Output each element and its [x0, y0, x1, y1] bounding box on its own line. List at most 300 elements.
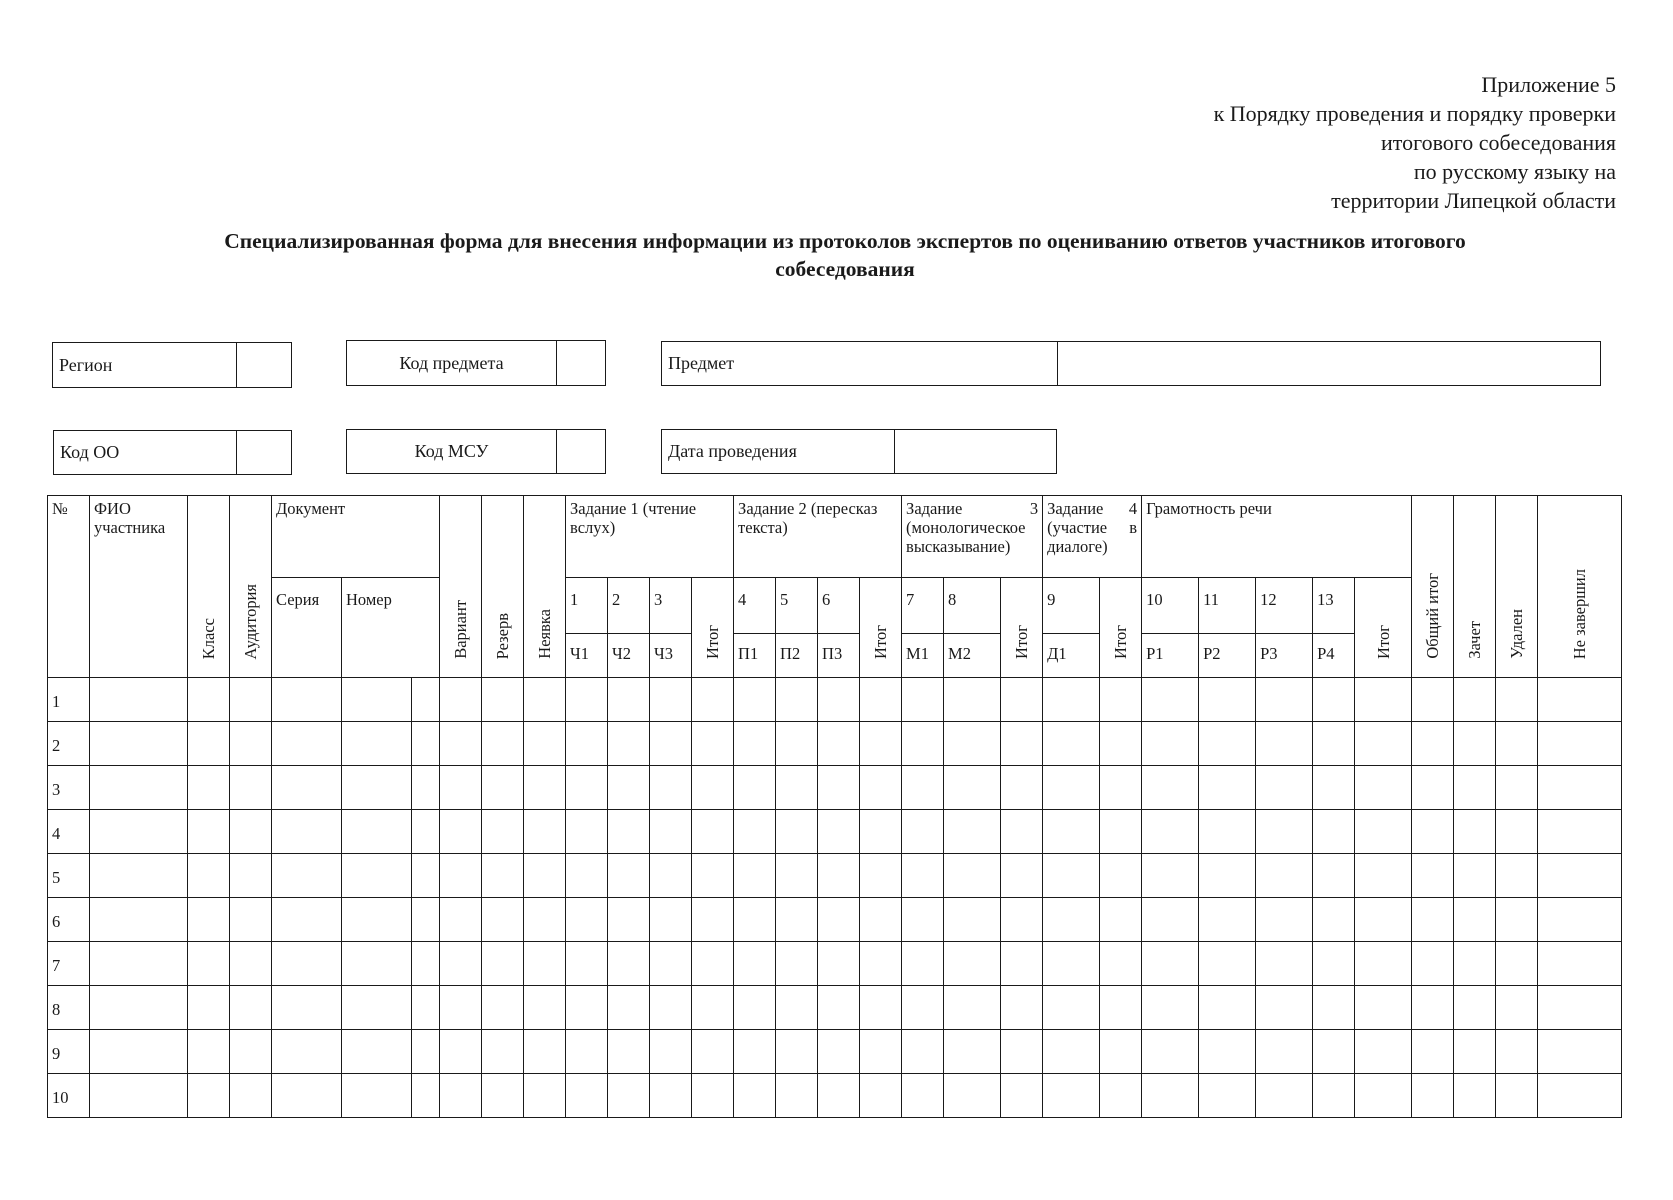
table-cell[interactable]	[90, 898, 188, 942]
table-cell[interactable]	[188, 810, 230, 854]
table-cell[interactable]	[440, 854, 482, 898]
table-cell[interactable]	[650, 898, 692, 942]
table-cell[interactable]	[944, 766, 1001, 810]
table-cell[interactable]	[1001, 810, 1043, 854]
table-cell[interactable]	[1142, 854, 1199, 898]
table-cell[interactable]	[524, 1030, 566, 1074]
table-cell[interactable]	[1142, 722, 1199, 766]
table-cell[interactable]	[818, 1030, 860, 1074]
table-cell[interactable]	[608, 898, 650, 942]
table-cell[interactable]	[566, 898, 608, 942]
table-cell[interactable]	[1313, 722, 1355, 766]
table-cell[interactable]	[230, 854, 272, 898]
table-cell[interactable]	[272, 986, 342, 1030]
table-cell[interactable]	[1100, 766, 1142, 810]
table-cell[interactable]	[524, 722, 566, 766]
table-cell[interactable]	[524, 942, 566, 986]
table-cell[interactable]	[818, 766, 860, 810]
table-cell[interactable]	[524, 1074, 566, 1118]
table-cell[interactable]	[524, 854, 566, 898]
table-cell[interactable]	[90, 942, 188, 986]
table-cell[interactable]	[566, 678, 608, 722]
table-cell[interactable]	[1454, 942, 1496, 986]
table-cell[interactable]	[524, 766, 566, 810]
table-cell[interactable]	[608, 942, 650, 986]
table-cell[interactable]	[1412, 678, 1454, 722]
table-cell[interactable]	[1001, 722, 1043, 766]
table-cell[interactable]	[342, 986, 412, 1030]
table-cell[interactable]	[1100, 1074, 1142, 1118]
date-input[interactable]	[895, 430, 1056, 473]
table-cell[interactable]	[272, 810, 342, 854]
table-cell[interactable]	[230, 810, 272, 854]
table-cell[interactable]	[860, 810, 902, 854]
table-cell[interactable]	[1142, 1074, 1199, 1118]
table-cell[interactable]	[1142, 678, 1199, 722]
table-cell[interactable]	[1496, 678, 1538, 722]
table-cell[interactable]	[342, 722, 412, 766]
table-cell[interactable]	[1412, 722, 1454, 766]
table-cell[interactable]	[566, 1030, 608, 1074]
table-cell[interactable]	[272, 854, 342, 898]
table-cell[interactable]	[776, 854, 818, 898]
table-cell[interactable]	[1412, 810, 1454, 854]
table-cell[interactable]	[1496, 898, 1538, 942]
table-cell[interactable]	[342, 1030, 412, 1074]
table-cell[interactable]	[692, 854, 734, 898]
table-cell[interactable]	[1454, 810, 1496, 854]
table-cell[interactable]	[860, 1074, 902, 1118]
table-cell[interactable]	[1538, 986, 1622, 1030]
table-cell[interactable]	[1355, 986, 1412, 1030]
table-cell[interactable]	[608, 986, 650, 1030]
table-cell[interactable]	[1043, 678, 1100, 722]
table-cell[interactable]	[1043, 810, 1100, 854]
table-cell[interactable]	[1199, 722, 1256, 766]
table-cell[interactable]	[1001, 1030, 1043, 1074]
table-cell[interactable]	[412, 1030, 440, 1074]
table-cell[interactable]	[342, 766, 412, 810]
table-cell[interactable]	[188, 986, 230, 1030]
table-cell[interactable]	[902, 986, 944, 1030]
table-cell[interactable]	[1256, 1074, 1313, 1118]
table-cell[interactable]	[1355, 1074, 1412, 1118]
table-cell[interactable]	[734, 942, 776, 986]
subject-input[interactable]	[1058, 342, 1600, 385]
table-cell[interactable]	[1001, 678, 1043, 722]
table-cell[interactable]	[188, 942, 230, 986]
table-cell[interactable]	[566, 986, 608, 1030]
table-cell[interactable]	[1142, 766, 1199, 810]
table-cell[interactable]	[1142, 810, 1199, 854]
table-cell[interactable]	[1100, 678, 1142, 722]
table-cell[interactable]	[776, 766, 818, 810]
table-cell[interactable]	[1313, 1030, 1355, 1074]
table-cell[interactable]	[440, 986, 482, 1030]
table-cell[interactable]	[1043, 942, 1100, 986]
table-cell[interactable]	[1496, 1030, 1538, 1074]
table-cell[interactable]	[272, 942, 342, 986]
table-cell[interactable]	[1454, 1074, 1496, 1118]
table-cell[interactable]	[902, 1030, 944, 1074]
table-cell[interactable]	[818, 986, 860, 1030]
table-cell[interactable]	[1100, 810, 1142, 854]
table-cell[interactable]	[818, 722, 860, 766]
table-cell[interactable]	[776, 986, 818, 1030]
table-cell[interactable]	[734, 1074, 776, 1118]
table-cell[interactable]	[1256, 810, 1313, 854]
table-cell[interactable]	[440, 722, 482, 766]
table-cell[interactable]	[1199, 854, 1256, 898]
table-cell[interactable]	[1199, 1030, 1256, 1074]
oo-code-input[interactable]	[237, 431, 291, 474]
table-cell[interactable]	[482, 810, 524, 854]
table-cell[interactable]	[90, 986, 188, 1030]
table-cell[interactable]	[944, 898, 1001, 942]
table-cell[interactable]	[482, 722, 524, 766]
subject-code-input[interactable]	[557, 341, 605, 385]
table-cell[interactable]	[1454, 854, 1496, 898]
table-cell[interactable]	[440, 766, 482, 810]
table-cell[interactable]	[482, 986, 524, 1030]
table-cell[interactable]	[482, 678, 524, 722]
table-cell[interactable]	[860, 1030, 902, 1074]
table-cell[interactable]	[860, 898, 902, 942]
table-cell[interactable]	[1100, 942, 1142, 986]
table-cell[interactable]	[230, 722, 272, 766]
table-cell[interactable]	[902, 1074, 944, 1118]
table-cell[interactable]	[342, 854, 412, 898]
table-cell[interactable]	[692, 942, 734, 986]
table-cell[interactable]	[1496, 942, 1538, 986]
table-cell[interactable]	[902, 722, 944, 766]
table-cell[interactable]	[188, 898, 230, 942]
table-cell[interactable]	[776, 1074, 818, 1118]
table-cell[interactable]	[272, 1074, 342, 1118]
table-cell[interactable]	[1100, 722, 1142, 766]
table-cell[interactable]	[1496, 854, 1538, 898]
table-cell[interactable]	[860, 678, 902, 722]
region-input[interactable]	[237, 343, 291, 387]
table-cell[interactable]	[608, 1030, 650, 1074]
table-cell[interactable]	[188, 722, 230, 766]
table-cell[interactable]	[188, 1030, 230, 1074]
table-cell[interactable]	[902, 766, 944, 810]
table-cell[interactable]	[692, 898, 734, 942]
table-cell[interactable]	[1001, 898, 1043, 942]
table-cell[interactable]	[1256, 678, 1313, 722]
table-cell[interactable]	[1256, 986, 1313, 1030]
table-cell[interactable]	[860, 986, 902, 1030]
table-cell[interactable]	[524, 810, 566, 854]
table-cell[interactable]	[90, 810, 188, 854]
table-cell[interactable]	[272, 722, 342, 766]
table-cell[interactable]	[1142, 986, 1199, 1030]
table-cell[interactable]	[1043, 986, 1100, 1030]
table-cell[interactable]	[860, 722, 902, 766]
table-cell[interactable]	[1496, 1074, 1538, 1118]
table-cell[interactable]	[440, 1074, 482, 1118]
table-cell[interactable]	[1454, 722, 1496, 766]
table-cell[interactable]	[1001, 766, 1043, 810]
table-cell[interactable]	[412, 986, 440, 1030]
table-cell[interactable]	[272, 898, 342, 942]
table-cell[interactable]	[1043, 898, 1100, 942]
table-cell[interactable]	[902, 810, 944, 854]
table-cell[interactable]	[90, 1030, 188, 1074]
table-cell[interactable]	[230, 986, 272, 1030]
table-cell[interactable]	[818, 854, 860, 898]
table-cell[interactable]	[776, 722, 818, 766]
table-cell[interactable]	[1538, 766, 1622, 810]
table-cell[interactable]	[692, 1074, 734, 1118]
table-cell[interactable]	[1454, 766, 1496, 810]
table-cell[interactable]	[944, 986, 1001, 1030]
table-cell[interactable]	[230, 898, 272, 942]
table-cell[interactable]	[818, 678, 860, 722]
table-cell[interactable]	[1199, 986, 1256, 1030]
table-cell[interactable]	[1313, 810, 1355, 854]
table-cell[interactable]	[1256, 854, 1313, 898]
table-cell[interactable]	[650, 986, 692, 1030]
table-cell[interactable]	[482, 1030, 524, 1074]
table-cell[interactable]	[482, 898, 524, 942]
table-cell[interactable]	[1199, 1074, 1256, 1118]
table-cell[interactable]	[412, 766, 440, 810]
table-cell[interactable]	[482, 942, 524, 986]
table-cell[interactable]	[1538, 678, 1622, 722]
table-cell[interactable]	[1496, 766, 1538, 810]
table-cell[interactable]	[1256, 766, 1313, 810]
table-cell[interactable]	[412, 942, 440, 986]
table-cell[interactable]	[650, 766, 692, 810]
table-cell[interactable]	[90, 766, 188, 810]
table-cell[interactable]	[902, 678, 944, 722]
table-cell[interactable]	[524, 986, 566, 1030]
table-cell[interactable]	[1142, 942, 1199, 986]
table-cell[interactable]	[1538, 722, 1622, 766]
table-cell[interactable]	[342, 1074, 412, 1118]
table-cell[interactable]	[1100, 1030, 1142, 1074]
table-cell[interactable]	[1538, 1074, 1622, 1118]
table-cell[interactable]	[608, 678, 650, 722]
table-cell[interactable]	[776, 810, 818, 854]
table-cell[interactable]	[860, 942, 902, 986]
table-cell[interactable]	[1355, 722, 1412, 766]
table-cell[interactable]	[650, 942, 692, 986]
table-cell[interactable]	[1454, 898, 1496, 942]
table-cell[interactable]	[1001, 1074, 1043, 1118]
table-cell[interactable]	[1454, 986, 1496, 1030]
table-cell[interactable]	[1355, 1030, 1412, 1074]
table-cell[interactable]	[1199, 678, 1256, 722]
table-cell[interactable]	[608, 766, 650, 810]
table-cell[interactable]	[1001, 942, 1043, 986]
table-cell[interactable]	[1412, 942, 1454, 986]
table-cell[interactable]	[566, 942, 608, 986]
table-cell[interactable]	[650, 1030, 692, 1074]
table-cell[interactable]	[188, 766, 230, 810]
table-cell[interactable]	[944, 1030, 1001, 1074]
table-cell[interactable]	[1313, 678, 1355, 722]
table-cell[interactable]	[1313, 854, 1355, 898]
table-cell[interactable]	[1313, 986, 1355, 1030]
table-cell[interactable]	[1355, 898, 1412, 942]
table-cell[interactable]	[566, 810, 608, 854]
table-cell[interactable]	[412, 810, 440, 854]
table-cell[interactable]	[1355, 678, 1412, 722]
table-cell[interactable]	[440, 1030, 482, 1074]
table-cell[interactable]	[524, 678, 566, 722]
table-cell[interactable]	[1256, 942, 1313, 986]
table-cell[interactable]	[1142, 1030, 1199, 1074]
table-cell[interactable]	[1454, 678, 1496, 722]
table-cell[interactable]	[1001, 986, 1043, 1030]
table-cell[interactable]	[1496, 986, 1538, 1030]
table-cell[interactable]	[230, 1074, 272, 1118]
table-cell[interactable]	[1412, 1030, 1454, 1074]
table-cell[interactable]	[608, 854, 650, 898]
table-cell[interactable]	[412, 898, 440, 942]
table-cell[interactable]	[90, 1074, 188, 1118]
table-cell[interactable]	[1001, 854, 1043, 898]
table-cell[interactable]	[1538, 898, 1622, 942]
table-cell[interactable]	[566, 766, 608, 810]
table-cell[interactable]	[412, 722, 440, 766]
table-cell[interactable]	[272, 1030, 342, 1074]
table-cell[interactable]	[1313, 898, 1355, 942]
table-cell[interactable]	[1412, 766, 1454, 810]
table-cell[interactable]	[524, 898, 566, 942]
table-cell[interactable]	[1313, 942, 1355, 986]
table-cell[interactable]	[1100, 898, 1142, 942]
table-cell[interactable]	[412, 1074, 440, 1118]
table-cell[interactable]	[734, 854, 776, 898]
table-cell[interactable]	[90, 722, 188, 766]
table-cell[interactable]	[188, 1074, 230, 1118]
table-cell[interactable]	[482, 854, 524, 898]
table-cell[interactable]	[692, 722, 734, 766]
table-cell[interactable]	[734, 898, 776, 942]
table-cell[interactable]	[1313, 766, 1355, 810]
table-cell[interactable]	[1538, 854, 1622, 898]
table-cell[interactable]	[188, 678, 230, 722]
table-cell[interactable]	[1355, 766, 1412, 810]
table-cell[interactable]	[1496, 722, 1538, 766]
table-cell[interactable]	[776, 942, 818, 986]
table-cell[interactable]	[230, 766, 272, 810]
table-cell[interactable]	[650, 678, 692, 722]
table-cell[interactable]	[692, 678, 734, 722]
table-cell[interactable]	[272, 678, 342, 722]
table-cell[interactable]	[1412, 898, 1454, 942]
table-cell[interactable]	[230, 942, 272, 986]
table-cell[interactable]	[692, 766, 734, 810]
table-cell[interactable]	[1199, 942, 1256, 986]
table-cell[interactable]	[1256, 1030, 1313, 1074]
table-cell[interactable]	[342, 898, 412, 942]
table-cell[interactable]	[1199, 898, 1256, 942]
table-cell[interactable]	[1100, 986, 1142, 1030]
table-cell[interactable]	[734, 810, 776, 854]
table-cell[interactable]	[902, 854, 944, 898]
table-cell[interactable]	[734, 1030, 776, 1074]
table-cell[interactable]	[482, 766, 524, 810]
table-cell[interactable]	[440, 678, 482, 722]
table-cell[interactable]	[1199, 810, 1256, 854]
table-cell[interactable]	[776, 1030, 818, 1074]
table-cell[interactable]	[650, 854, 692, 898]
table-cell[interactable]	[412, 854, 440, 898]
table-cell[interactable]	[1355, 810, 1412, 854]
table-cell[interactable]	[734, 986, 776, 1030]
table-cell[interactable]	[692, 986, 734, 1030]
table-cell[interactable]	[860, 766, 902, 810]
table-cell[interactable]	[944, 722, 1001, 766]
table-cell[interactable]	[776, 898, 818, 942]
table-cell[interactable]	[818, 1074, 860, 1118]
table-cell[interactable]	[230, 678, 272, 722]
table-cell[interactable]	[440, 810, 482, 854]
table-cell[interactable]	[342, 810, 412, 854]
table-cell[interactable]	[944, 678, 1001, 722]
table-cell[interactable]	[1355, 854, 1412, 898]
table-cell[interactable]	[1496, 810, 1538, 854]
table-cell[interactable]	[608, 1074, 650, 1118]
table-cell[interactable]	[902, 898, 944, 942]
table-cell[interactable]	[90, 678, 188, 722]
table-cell[interactable]	[818, 942, 860, 986]
table-cell[interactable]	[1256, 722, 1313, 766]
table-cell[interactable]	[902, 942, 944, 986]
table-cell[interactable]	[1199, 766, 1256, 810]
table-cell[interactable]	[650, 810, 692, 854]
table-cell[interactable]	[1355, 942, 1412, 986]
table-cell[interactable]	[734, 766, 776, 810]
table-cell[interactable]	[1100, 854, 1142, 898]
table-cell[interactable]	[1538, 810, 1622, 854]
table-cell[interactable]	[1412, 1074, 1454, 1118]
table-cell[interactable]	[1043, 722, 1100, 766]
table-cell[interactable]	[272, 766, 342, 810]
table-cell[interactable]	[1043, 766, 1100, 810]
table-cell[interactable]	[692, 810, 734, 854]
table-cell[interactable]	[1256, 898, 1313, 942]
table-cell[interactable]	[566, 854, 608, 898]
table-cell[interactable]	[944, 942, 1001, 986]
table-cell[interactable]	[1043, 854, 1100, 898]
table-cell[interactable]	[650, 722, 692, 766]
table-cell[interactable]	[342, 942, 412, 986]
table-cell[interactable]	[860, 854, 902, 898]
table-cell[interactable]	[482, 1074, 524, 1118]
table-cell[interactable]	[90, 854, 188, 898]
table-cell[interactable]	[650, 1074, 692, 1118]
table-cell[interactable]	[342, 678, 412, 722]
table-cell[interactable]	[566, 722, 608, 766]
table-cell[interactable]	[608, 810, 650, 854]
table-cell[interactable]	[188, 854, 230, 898]
table-cell[interactable]	[1043, 1074, 1100, 1118]
table-cell[interactable]	[1412, 986, 1454, 1030]
table-cell[interactable]	[734, 678, 776, 722]
table-cell[interactable]	[440, 942, 482, 986]
table-cell[interactable]	[734, 722, 776, 766]
table-cell[interactable]	[692, 1030, 734, 1074]
table-cell[interactable]	[1313, 1074, 1355, 1118]
table-cell[interactable]	[412, 678, 440, 722]
table-cell[interactable]	[230, 1030, 272, 1074]
